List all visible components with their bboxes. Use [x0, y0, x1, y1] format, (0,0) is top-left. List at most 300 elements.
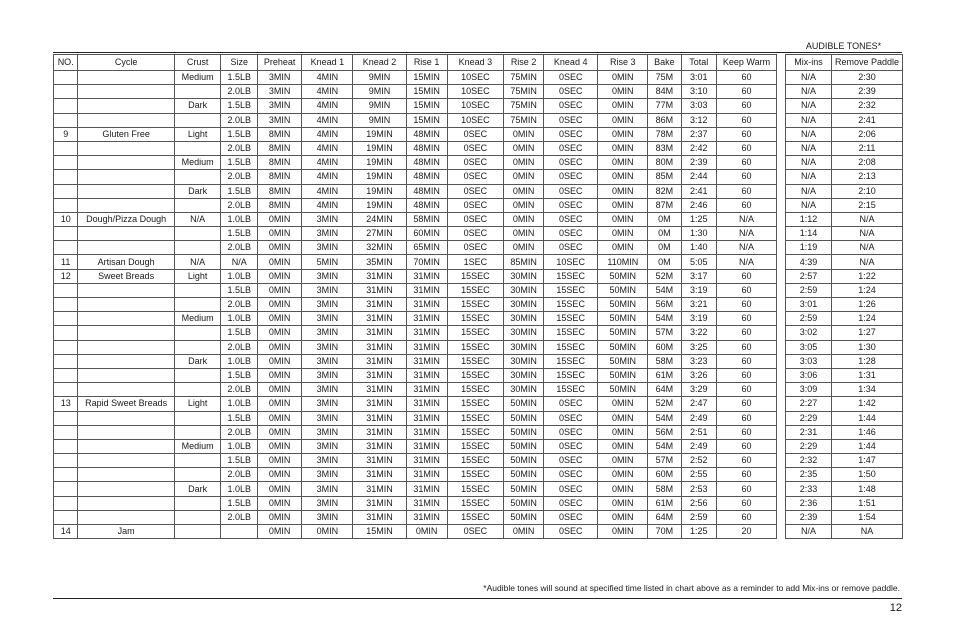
table-cell: N/A [221, 255, 258, 269]
table-cell: 31MIN [406, 368, 447, 382]
table-row [786, 71, 903, 85]
table-cell: 48MIN [406, 156, 447, 170]
table-cell: 19MIN [353, 156, 406, 170]
table-cell: 1.5LB [221, 71, 258, 85]
table-cell: 1.5LB [221, 99, 258, 113]
table-cell [54, 439, 78, 453]
table-cell: 0MIN [258, 411, 302, 425]
table-cell: 4MIN [302, 170, 353, 184]
table-cell [78, 454, 174, 468]
table-cell: 0MIN [598, 397, 648, 411]
table-cell: 15SEC [544, 368, 598, 382]
table-cell: 15SEC [447, 439, 504, 453]
table-cell: 0SEC [447, 170, 504, 184]
table-cell: 2:53 [681, 482, 716, 496]
table-cell: 5:05 [681, 255, 716, 269]
table-cell [54, 425, 78, 439]
table-cell: 48MIN [406, 184, 447, 198]
table-cell: 15MIN [406, 113, 447, 127]
table-cell: 60M [648, 468, 681, 482]
table-cell: 2:36 [786, 496, 832, 510]
column-header: Knead 2 [353, 55, 406, 71]
table-cell: 4:39 [786, 255, 832, 269]
audible-tones-table [785, 54, 903, 539]
table-cell: 15MIN [406, 85, 447, 99]
table-cell: 60 [717, 496, 777, 510]
table-cell: 0MIN [598, 525, 648, 539]
table-cell [174, 411, 221, 425]
table-cell: 60 [717, 454, 777, 468]
table-cell: 3MIN [302, 241, 353, 255]
table-cell: 60 [717, 510, 777, 524]
table-cell: Jam [78, 525, 174, 539]
table-cell: 60 [717, 85, 777, 99]
table-cell [78, 283, 174, 297]
table-cell: 50MIN [598, 312, 648, 326]
table-cell: 50MIN [504, 411, 544, 425]
table-cell: 15SEC [447, 411, 504, 425]
table-cell: 15MIN [406, 99, 447, 113]
column-header: Knead 1 [302, 55, 353, 71]
table-row [786, 468, 903, 482]
table-cell: 0SEC [544, 525, 598, 539]
table-cell: 54M [648, 283, 681, 297]
table-cell: 3:26 [681, 368, 716, 382]
table-cell: 2:42 [681, 141, 716, 155]
table-row [786, 298, 903, 312]
table-cell: 48MIN [406, 127, 447, 141]
table-cell: 80M [648, 156, 681, 170]
table-cell: 30MIN [504, 312, 544, 326]
table-cell: 3MIN [302, 269, 353, 283]
table-cell: 3MIN [258, 99, 302, 113]
table-cell: 3MIN [302, 212, 353, 226]
table-row [54, 141, 777, 155]
table-row [54, 71, 777, 85]
table-cell [78, 425, 174, 439]
table-cell: 60 [717, 482, 777, 496]
cycle-table-header [54, 55, 777, 71]
table-cell [54, 283, 78, 297]
table-cell: 2:27 [786, 397, 832, 411]
table-cell: 2:32 [786, 454, 832, 468]
table-row [54, 156, 777, 170]
table-cell: 10SEC [447, 113, 504, 127]
table-cell [174, 368, 221, 382]
table-cell [174, 170, 221, 184]
table-cell: 15SEC [447, 510, 504, 524]
table-cell: 2:55 [681, 468, 716, 482]
table-cell: 31MIN [406, 411, 447, 425]
table-cell: 15SEC [447, 496, 504, 510]
table-cell: N/A [717, 241, 777, 255]
table-cell: 1:24 [832, 283, 903, 297]
column-header: Preheat [258, 55, 302, 71]
table-cell: 2.0LB [221, 241, 258, 255]
table-cell: 10SEC [447, 71, 504, 85]
table-cell: 1:12 [786, 212, 832, 226]
table-cell: 56M [648, 425, 681, 439]
table-cell [174, 298, 221, 312]
table-cell: 2:10 [832, 184, 903, 198]
table-cell [54, 298, 78, 312]
table-cell [78, 227, 174, 241]
table-cell: 2:47 [681, 397, 716, 411]
table-cell: 0SEC [544, 496, 598, 510]
table-cell: 60 [717, 141, 777, 155]
table-cell: 60 [717, 184, 777, 198]
table-cell: 0MIN [258, 212, 302, 226]
table-cell: N/A [832, 241, 903, 255]
column-header: NO. [54, 55, 78, 71]
table-cell: 0MIN [598, 170, 648, 184]
table-cell: 3:03 [681, 99, 716, 113]
table-cell: 0MIN [504, 525, 544, 539]
table-cell: 1.0LB [221, 482, 258, 496]
table-cell: 2:32 [832, 99, 903, 113]
table-cell: 0SEC [544, 156, 598, 170]
table-cell: 60 [717, 397, 777, 411]
table-cell: 0MIN [598, 71, 648, 85]
table-cell: 1SEC [447, 255, 504, 269]
table-cell: 58M [648, 482, 681, 496]
table-cell: 0MIN [258, 241, 302, 255]
table-cell: 1:40 [681, 241, 716, 255]
table-cell [174, 425, 221, 439]
table-cell: 50MIN [504, 468, 544, 482]
table-cell: 0SEC [544, 170, 598, 184]
table-cell [78, 184, 174, 198]
table-cell: 3MIN [302, 468, 353, 482]
table-row [54, 496, 777, 510]
table-cell: 0MIN [598, 241, 648, 255]
table-cell: 1.5LB [221, 156, 258, 170]
table-cell: 3:06 [786, 368, 832, 382]
table-cell: 8MIN [258, 127, 302, 141]
table-cell: 4MIN [302, 85, 353, 99]
table-cell: 1:14 [786, 227, 832, 241]
table-cell: 31MIN [353, 383, 406, 397]
table-cell: 15SEC [447, 354, 504, 368]
table-cell: 2:41 [832, 113, 903, 127]
table-cell: 0MIN [598, 454, 648, 468]
table-cell: 0MIN [598, 99, 648, 113]
table-cell: 0MIN [598, 425, 648, 439]
table-cell: 0SEC [544, 184, 598, 198]
table-cell: 0MIN [258, 227, 302, 241]
table-cell: 0MIN [258, 482, 302, 496]
table-cell: 0SEC [544, 127, 598, 141]
table-cell: 0MIN [258, 454, 302, 468]
table-cell: 15SEC [447, 312, 504, 326]
table-cell [54, 354, 78, 368]
table-cell: 0SEC [447, 156, 504, 170]
table-cell: 1.5LB [221, 454, 258, 468]
column-header: Bake [648, 55, 681, 71]
table-cell: 0SEC [544, 482, 598, 496]
table-row [786, 156, 903, 170]
table-row [786, 411, 903, 425]
table-cell: 1:26 [832, 298, 903, 312]
table-cell: 31MIN [406, 326, 447, 340]
table-cell: 0M [648, 212, 681, 226]
table-cell: 3:02 [786, 326, 832, 340]
column-header: Remove Paddle [832, 55, 903, 71]
table-cell: 3MIN [302, 496, 353, 510]
table-cell [78, 354, 174, 368]
table-cell: 0MIN [258, 425, 302, 439]
table-cell: 2:59 [681, 510, 716, 524]
table-row [786, 312, 903, 326]
table-cell [78, 383, 174, 397]
table-cell: 1:50 [832, 468, 903, 482]
table-row [54, 411, 777, 425]
table-cell: 8MIN [258, 156, 302, 170]
table-cell: 60 [717, 298, 777, 312]
table-cell: 60MIN [406, 227, 447, 241]
table-row [786, 141, 903, 155]
table-cell [54, 496, 78, 510]
table-cell: 0MIN [258, 368, 302, 382]
table-cell: 31MIN [353, 454, 406, 468]
table-cell: 0MIN [258, 510, 302, 524]
table-cell: 30MIN [504, 326, 544, 340]
table-row [786, 425, 903, 439]
table-cell: 15SEC [447, 298, 504, 312]
table-row [786, 198, 903, 212]
table-cell: 2.0LB [221, 383, 258, 397]
table-cell: 0M [648, 227, 681, 241]
table-cell: 0SEC [544, 141, 598, 155]
table-row [786, 255, 903, 269]
table-cell: 2:56 [681, 496, 716, 510]
table-cell: 0SEC [544, 468, 598, 482]
table-row [54, 340, 777, 354]
table-cell [54, 482, 78, 496]
table-cell: 13 [54, 397, 78, 411]
table-cell: 1:22 [832, 269, 903, 283]
table-cell: 3MIN [302, 425, 353, 439]
table-cell [78, 482, 174, 496]
table-cell: 60 [717, 269, 777, 283]
table-cell: 1.5LB [221, 184, 258, 198]
table-cell: 31MIN [353, 326, 406, 340]
table-cell: 19MIN [353, 184, 406, 198]
table-cell: 31MIN [353, 368, 406, 382]
table-row [786, 383, 903, 397]
table-cell [78, 368, 174, 382]
table-cell: 9MIN [353, 99, 406, 113]
table-cell: N/A [174, 255, 221, 269]
audible-tones-header: AUDIBLE TONES* [805, 41, 882, 51]
table-cell: 31MIN [406, 397, 447, 411]
table-cell: 0MIN [258, 283, 302, 297]
table-cell: 1:44 [832, 439, 903, 453]
table-cell: 1.0LB [221, 312, 258, 326]
table-cell: 50MIN [598, 383, 648, 397]
table-cell [54, 184, 78, 198]
table-cell: 0MIN [598, 510, 648, 524]
table-cell [78, 468, 174, 482]
table-cell: 15MIN [406, 71, 447, 85]
table-cell [78, 241, 174, 255]
table-cell: 4MIN [302, 184, 353, 198]
table-cell: Dark [174, 99, 221, 113]
table-cell: 50MIN [598, 354, 648, 368]
table-cell: 0SEC [447, 227, 504, 241]
column-header: Size [221, 55, 258, 71]
table-cell: Dough/Pizza Dough [78, 212, 174, 226]
table-cell: N/A [717, 255, 777, 269]
table-cell: 0MIN [598, 156, 648, 170]
column-header: Mix-ins [786, 55, 832, 71]
table-row [786, 439, 903, 453]
table-cell: 1:47 [832, 454, 903, 468]
table-cell: 3MIN [302, 326, 353, 340]
table-cell: 0MIN [598, 227, 648, 241]
column-header: Rise 2 [504, 55, 544, 71]
table-cell: 2:37 [681, 127, 716, 141]
table-cell [78, 496, 174, 510]
table-cell: Dark [174, 354, 221, 368]
table-cell: 31MIN [353, 397, 406, 411]
table-cell [78, 85, 174, 99]
table-cell [78, 298, 174, 312]
table-cell: 75MIN [504, 99, 544, 113]
table-cell: 0SEC [544, 425, 598, 439]
table-cell: 0SEC [447, 198, 504, 212]
table-cell: 0M [648, 241, 681, 255]
table-cell: 1:48 [832, 482, 903, 496]
table-cell: 31MIN [406, 383, 447, 397]
table-cell: 31MIN [353, 482, 406, 496]
table-cell: 1:31 [832, 368, 903, 382]
table-cell [174, 113, 221, 127]
table-row [786, 269, 903, 283]
table-cell: 2.0LB [221, 141, 258, 155]
table-cell: 60 [717, 156, 777, 170]
table-cell: 0MIN [258, 496, 302, 510]
table-cell: 60 [717, 283, 777, 297]
table-row [54, 241, 777, 255]
table-cell: 50MIN [598, 340, 648, 354]
table-cell: 1.5LB [221, 368, 258, 382]
table-cell: 50MIN [504, 510, 544, 524]
table-cell: 15SEC [544, 354, 598, 368]
table-cell: 0MIN [504, 141, 544, 155]
table-cell [78, 170, 174, 184]
table-cell: 3MIN [302, 397, 353, 411]
table-cell: 4MIN [302, 113, 353, 127]
table-cell [174, 283, 221, 297]
table-cell: 1:28 [832, 354, 903, 368]
table-cell: 3:22 [681, 326, 716, 340]
table-cell: 10SEC [447, 85, 504, 99]
column-header: Cycle [78, 55, 174, 71]
table-cell: 10SEC [447, 99, 504, 113]
table-cell: 4MIN [302, 127, 353, 141]
table-cell: 52M [648, 269, 681, 283]
table-cell [174, 383, 221, 397]
table-cell: 61M [648, 368, 681, 382]
table-row [786, 241, 903, 255]
table-cell: 30MIN [504, 283, 544, 297]
table-cell: 2:41 [681, 184, 716, 198]
table-row [54, 212, 777, 226]
table-cell [221, 525, 258, 539]
table-cell: 1:25 [681, 525, 716, 539]
table-row [54, 439, 777, 453]
table-cell [54, 340, 78, 354]
table-cell: 58M [648, 354, 681, 368]
table-row [786, 482, 903, 496]
table-cell: 3MIN [258, 85, 302, 99]
table-row [786, 99, 903, 113]
table-cell: 0MIN [258, 525, 302, 539]
table-cell: N/A [786, 525, 832, 539]
table-cell: 50MIN [504, 425, 544, 439]
table-row [54, 397, 777, 411]
table-cell: 35MIN [353, 255, 406, 269]
table-cell: 2:52 [681, 454, 716, 468]
table-cell: 15MIN [353, 525, 406, 539]
table-cell: 0SEC [544, 227, 598, 241]
column-header: Total [681, 55, 716, 71]
table-cell: 15SEC [447, 482, 504, 496]
table-cell: 1:25 [681, 212, 716, 226]
table-cell: 0MIN [504, 127, 544, 141]
table-cell: 1:27 [832, 326, 903, 340]
table-cell: N/A [786, 156, 832, 170]
table-cell: 31MIN [353, 496, 406, 510]
table-cell: N/A [786, 85, 832, 99]
column-header: Knead 4 [544, 55, 598, 71]
table-row [786, 510, 903, 524]
table-cell: 11 [54, 255, 78, 269]
table-row [54, 113, 777, 127]
table-cell: 0MIN [258, 439, 302, 453]
table-cell: 32MIN [353, 241, 406, 255]
table-row [786, 340, 903, 354]
table-cell: 0MIN [598, 141, 648, 155]
table-cell: 15SEC [544, 383, 598, 397]
table-cell: 3:05 [786, 340, 832, 354]
table-cell [54, 312, 78, 326]
table-cell: 2:11 [832, 141, 903, 155]
table-cell: 87M [648, 198, 681, 212]
table-cell: 31MIN [353, 468, 406, 482]
top-rule [53, 52, 902, 53]
table-cell: Medium [174, 312, 221, 326]
table-cell: 3:12 [681, 113, 716, 127]
table-cell: 0SEC [544, 411, 598, 425]
table-cell: N/A [786, 170, 832, 184]
table-cell: 1:44 [832, 411, 903, 425]
table-row [54, 198, 777, 212]
table-cell [54, 99, 78, 113]
table-cell: 60 [717, 312, 777, 326]
table-row [786, 525, 903, 539]
table-cell: 2:51 [681, 425, 716, 439]
table-cell: 3MIN [302, 454, 353, 468]
table-cell: Dark [174, 184, 221, 198]
table-cell: 3MIN [258, 113, 302, 127]
table-cell: 31MIN [406, 340, 447, 354]
table-cell: 57M [648, 454, 681, 468]
table-cell: 0MIN [598, 482, 648, 496]
table-cell: 0MIN [302, 525, 353, 539]
table-cell: 19MIN [353, 198, 406, 212]
